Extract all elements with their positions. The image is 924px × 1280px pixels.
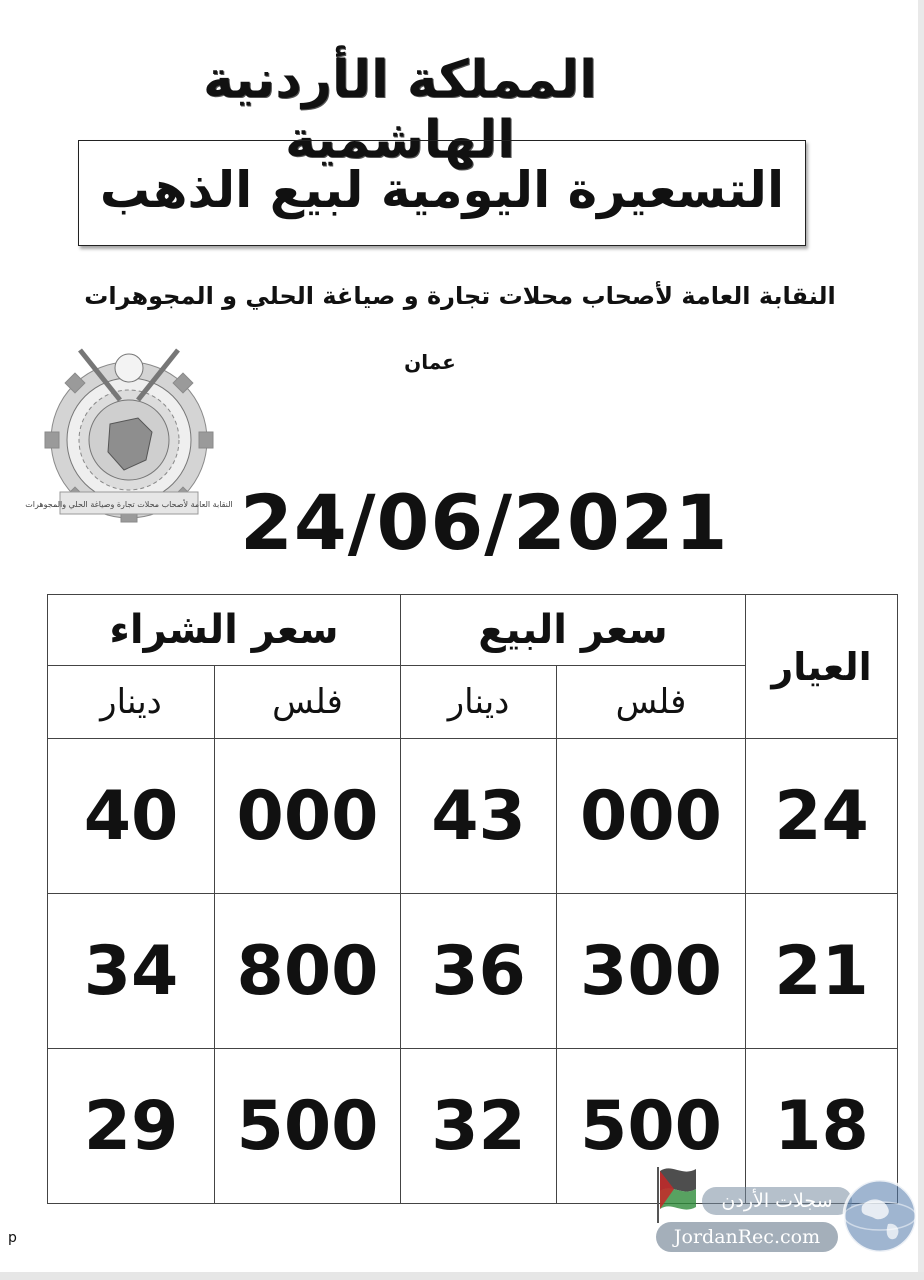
buy-fils-header: فلس [215,666,401,739]
sell-fils-value: 000 [557,739,746,894]
sell-dinar-value: 43 [401,739,557,894]
page-title: التسعيرة اليومية لبيع الذهب [99,161,785,219]
city-name: عمان [404,350,456,374]
table-row [48,739,898,894]
syndicate-name: النقابة العامة لأصحاب محلات تجارة و صياغة الحلي و المجوهرات [84,282,836,310]
logo-text: النقابة العامة لأصحاب محلات تجارة وصياغة الحلي والمجوهرات [25,500,233,509]
table-row [48,1049,898,1204]
page-edge [918,0,924,1280]
syndicate-emblem-gear-icon [25,340,233,526]
title-box [78,140,806,246]
jordan-flag-icon [652,1163,700,1225]
karat-value: 24 [746,739,898,894]
sell-dinar-value: 32 [401,1049,557,1204]
buy-price-header: سعر الشراء [48,595,401,666]
watermark-latin: JordanRec.com [656,1222,838,1252]
buy-dinar-header: دينار [48,666,215,739]
sell-fils-value: 300 [557,894,746,1049]
page-marker: p [8,1230,17,1246]
karat-value: 21 [746,894,898,1049]
price-date: 24/06/2021 [240,478,729,567]
watermark-arabic: سجلات الأردن [702,1187,852,1215]
page-bottom-edge [0,1272,924,1280]
buy-dinar-value: 29 [48,1049,215,1204]
sell-dinar-header: دينار [401,666,557,739]
sell-fils-value: 500 [557,1049,746,1204]
sell-dinar-value: 36 [401,894,557,1049]
karat-header: العيار [746,595,898,739]
buy-dinar-value: 34 [48,894,215,1049]
gold-price-table [47,594,898,1204]
kingdom-heading: المملكة الأردنية الهاشمية [203,50,597,170]
sell-price-header: سعر البيع [401,595,746,666]
buy-dinar-value: 40 [48,739,215,894]
buy-fils-value: 000 [215,739,401,894]
buy-fils-value: 800 [215,894,401,1049]
buy-fils-value: 500 [215,1049,401,1204]
table-row [48,894,898,1049]
globe-icon [840,1176,920,1256]
sell-fils-header: فلس [557,666,746,739]
karat-value: 18 [746,1049,898,1204]
